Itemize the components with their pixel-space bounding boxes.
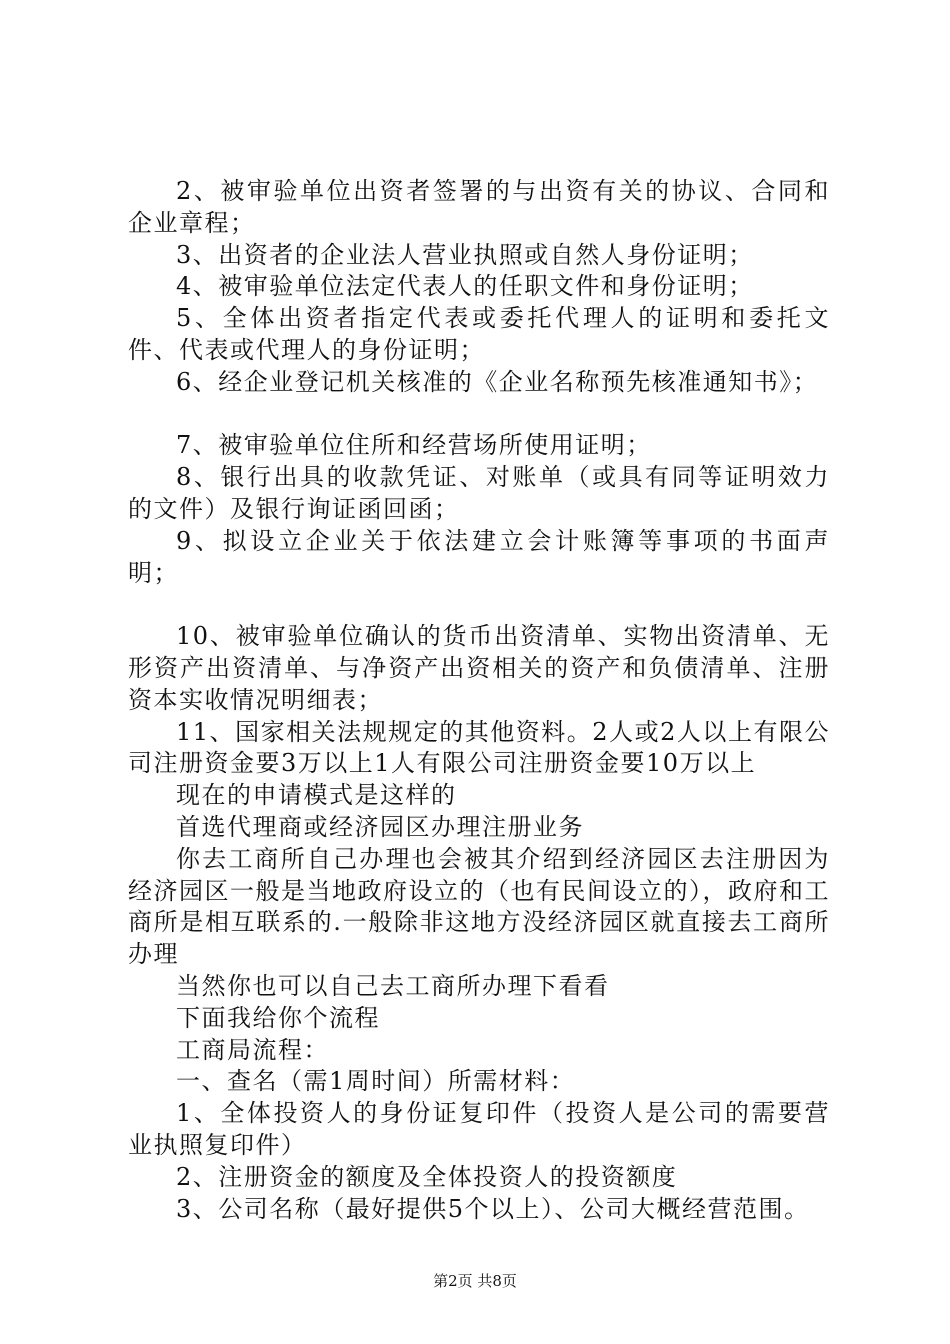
paragraph-15: 下面我给你个流程 bbox=[176, 1003, 380, 1032]
paragraph-6: 7、被审验单位住所和经营场所使用证明； bbox=[176, 431, 652, 460]
paragraph-7: 8、银行出具的收款凭证、对账单（或具有同等证明效力的文件）及银行询证函回函； bbox=[128, 463, 830, 523]
paragraph-11: 现在的申请模式是这样的 bbox=[176, 781, 457, 810]
paragraph-5: 6、经企业登记机关核准的《企业名称预先核准通知书》； bbox=[176, 367, 819, 396]
paragraph-9: 10、被审验单位确认的货币出资清单、实物出资清单、无形资产出资清单、与净资产出资相关的资产和负债清单、注册资本实收情况明细表； bbox=[128, 622, 830, 714]
paragraph-2: 3、出资者的企业法人营业执照或自然人身份证明； bbox=[176, 240, 754, 269]
paragraph-14: 当然你也可以自己去工商所办理下看看 bbox=[176, 971, 610, 1000]
paragraph-8: 9、拟设立企业关于依法建立会计账簿等事项的书面声明； bbox=[128, 526, 830, 587]
paragraph-13: 你去工商所自己办理也会被其介绍到经济园区去注册因为经济园区一般是当地政府设立的（也有民间设立的），政府和工商所是相互联系的.一般除非这地方没经济园区就直接去工商所办理 bbox=[128, 844, 830, 969]
blank-line bbox=[128, 399, 830, 431]
paragraph-3: 4、被审验单位法定代表人的任职文件和身份证明； bbox=[176, 272, 754, 301]
paragraph-12: 首选代理商或经济园区办理注册业务 bbox=[176, 812, 584, 841]
document-body bbox=[128, 176, 830, 1225]
paragraph-16: 工商局流程： bbox=[176, 1035, 329, 1064]
page-footer: 第2页 共8页 bbox=[433, 1272, 517, 1290]
paragraph-19: 2、注册资金的额度及全体投资人的投资额度 bbox=[176, 1162, 678, 1191]
blank-line bbox=[128, 589, 830, 621]
paragraph-1: 2、被审验单位出资者签署的与出资有关的协议、合同和企业章程； bbox=[128, 177, 830, 237]
paragraph-20: 3、公司名称（最好提供5个以上）、公司大概经营范围。 bbox=[176, 1194, 810, 1223]
paragraph-10: 11、国家相关法规规定的其他资料。2人或2人以上有限公司注册资金要3万以上1人有限公司注册资金要10万以上 bbox=[128, 717, 830, 778]
paragraph-18: 1、全体投资人的身份证复印件（投资人是公司的需要营业执照复印件） bbox=[128, 1099, 830, 1159]
paragraph-17: 一、查名（需1周时间）所需材料： bbox=[176, 1067, 576, 1096]
paragraph-4: 5、全体出资者指定代表或委托代理人的证明和委托文件、代表或代理人的身份证明； bbox=[128, 304, 830, 364]
